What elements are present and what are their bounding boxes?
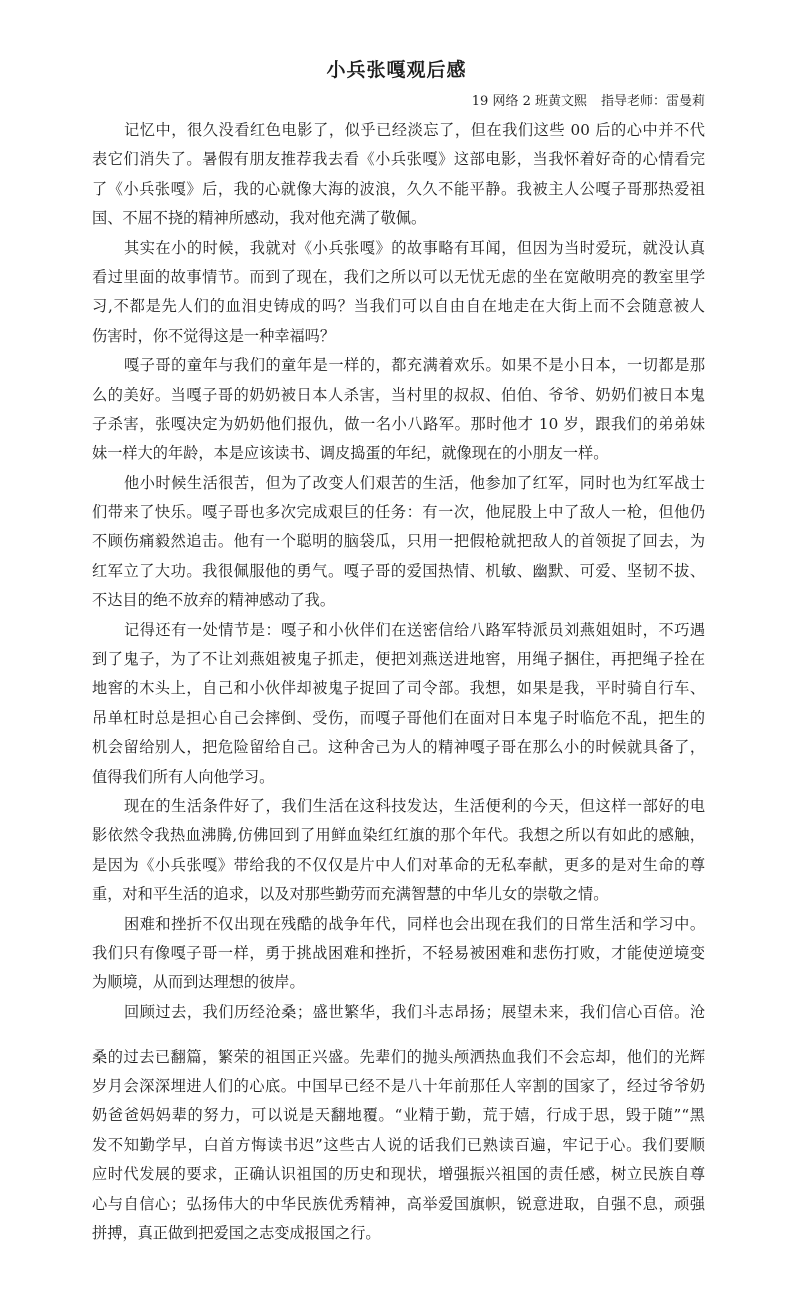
byline	[472, 93, 705, 111]
text-line: 现在的生活条件好了，我们生活在这科技发达，生活便利的今天，但这样一部好的电	[124, 796, 705, 815]
text-line: 看过里面的故事情节。而到了现在，我们之所以可以无忧无虑的坐在宽敞明亮的教室里学	[92, 267, 705, 286]
text-line: 不顾伤痛毅然追击。他有一个聪明的脑袋瓜，只用一把假枪就把敌人的首领捉了回去，为	[92, 532, 705, 551]
text-line: 困难和挫折不仅出现在残酷的战争年代，同样也会出现在我们的日常生活和学习中。	[124, 914, 705, 933]
page-1-text	[92, 116, 705, 1027]
text-line: 是因为《小兵张嘎》带给我的不仅仅是片中人们对革命的无私奉献，更多的是对生命的尊	[92, 855, 705, 874]
text-line: 心与自信心；弘扬伟大的中华民族优秀精神，高举爱国旗帜，锐意进取，自强不息，顽强	[92, 1194, 705, 1213]
paragraph	[92, 616, 705, 792]
text-line: 值得我们所有人向他学习。	[92, 767, 275, 786]
text-line: 子杀害，张嘎决定为奶奶他们报仇，做一名小八路军。那时他才 10 岁，跟我们的弟弟妹	[92, 414, 705, 433]
text-line: 应时代发展的要求，正确认识祖国的历史和现状，增强振兴祖国的责任感，树立民族自尊	[92, 1165, 705, 1184]
text-line: 国、不屈不挠的精神所感动，我对他充满了敬佩。	[92, 209, 427, 228]
text-line: 岁月会深深埋进人们的心底。中国早已经不是八十年前那任人宰割的国家了，经过爷爷奶	[92, 1077, 705, 1096]
text-line: 我们只有像嘎子哥一样，勇于挑战困难和挫折，不轻易被困难和悲伤打败，才能使逆境变	[92, 943, 705, 962]
page-2-text	[92, 1043, 705, 1249]
text-line: 奶爸爸妈妈辈的努力，可以说是天翻地覆。“业精于勤，荒于嬉，行成于思，毁于随”“黑	[92, 1106, 705, 1125]
document-title: 小兵张嘎观后感	[326, 59, 467, 81]
text-line: 吊单杠时总是担心自己会摔倒、受伤，而嘎子哥他们在面对日本鬼子时临危不乱，把生的	[92, 708, 705, 727]
byline-advisor: 指导老师：雷曼莉	[600, 94, 705, 109]
text-line: 机会留给别人，把危险留给自己。这种舍己为人的精神嘎子哥在那么小的时候就具备了，	[92, 738, 705, 757]
text-line: 伤害时，你不觉得这是一种幸福吗？	[92, 326, 335, 345]
essay-body	[92, 116, 705, 1248]
paragraph	[92, 998, 705, 1027]
paragraph	[92, 351, 705, 469]
text-line: 记得还有一处情节是：嘎子和小伙伴们在送密信给八路军特派员刘燕姐姐时，不巧遇	[124, 620, 705, 639]
paragraph	[92, 234, 705, 352]
text-line: 表它们消失了。暑假有朋友推荐我去看《小兵张嘎》这部电影，当我怀着好奇的心情看完	[92, 150, 705, 169]
byline-author: 19 网络 2 班黄文熙	[471, 94, 587, 109]
text-line: 们带来了快乐。嘎子哥也多次完成艰巨的任务：有一次，他屁股上中了敌人一枪，但他仍	[92, 503, 705, 522]
text-line: 其实在小的时候，我就对《小兵张嘎》的故事略有耳闻，但因为当时爱玩，就没认真	[124, 238, 705, 257]
text-line: 到了鬼子，为了不让刘燕姐被鬼子抓走，便把刘燕送进地窖，用绳子捆住，再把绳子拴在	[92, 650, 705, 669]
text-line: 回顾过去，我们历经沧桑；盛世繁华，我们斗志昂扬；展望未来，我们信心百倍。沧	[124, 1002, 705, 1021]
paragraph	[92, 116, 705, 234]
text-line: 红军立了大功。我很佩服他的勇气。嘎子哥的爱国热情、机敏、幽默、可爱、坚韧不拔、	[92, 561, 705, 580]
paragraph	[92, 469, 705, 616]
text-line: 发不知勤学早，白首方悔读书迟”这些古人说的话我们已熟读百遍，牢记于心。我们要顺	[92, 1135, 705, 1154]
text-line: 了《小兵张嘎》后，我的心就像大海的波浪，久久不能平静。我被主人公嘎子哥那热爱祖	[92, 179, 705, 198]
text-line: 拼搏，真正做到把爱国之志变成报国之行。	[92, 1224, 381, 1243]
text-line: 为顺境，从而到达理想的彼岸。	[92, 973, 305, 992]
text-line: 地窖的木头上，自己和小伙伴却被鬼子捉回了司令部。我想，如果是我，平时骑自行车、	[92, 679, 705, 698]
text-line: 重，对和平生活的追求，以及对那些勤劳而充满智慧的中华儿女的崇敬之情。	[92, 885, 609, 904]
paragraph	[92, 792, 705, 910]
text-line: 么的美好。当嘎子哥的奶奶被日本人杀害，当村里的叔叔、伯伯、爷爷、奶奶们被日本鬼	[92, 385, 705, 404]
text-line: 习,不都是先人们的血泪史铸成的吗？当我们可以自由自在地走在大街上而不会随意被人	[92, 297, 705, 316]
paragraph	[92, 910, 705, 998]
text-line: 他小时候生活很苦，但为了改变人们艰苦的生活，他参加了红军，同时也为红军战士	[124, 473, 705, 492]
text-line: 嘎子哥的童年与我们的童年是一样的，都充满着欢乐。如果不是小日本，一切都是那	[124, 356, 705, 375]
paragraph	[92, 1043, 705, 1249]
text-line: 妹一样大的年龄，本是应该读书、调皮捣蛋的年纪，就像现在的小朋友一样。	[92, 444, 609, 463]
text-line: 桑的过去已翻篇，繁荣的祖国正兴盛。先辈们的抛头颅洒热血我们不会忘却，他们的光辉	[92, 1047, 705, 1066]
text-line: 不达目的绝不放弃的精神感动了我。	[92, 591, 335, 610]
text-line: 记忆中，很久没看红色电影了，似乎已经淡忘了，但在我们这些 00 后的心中并不代	[124, 121, 705, 139]
text-line: 影依然令我热血沸腾,仿佛回到了用鲜血染红红旗的那个年代。我想之所以有如此的感触，	[92, 826, 705, 845]
